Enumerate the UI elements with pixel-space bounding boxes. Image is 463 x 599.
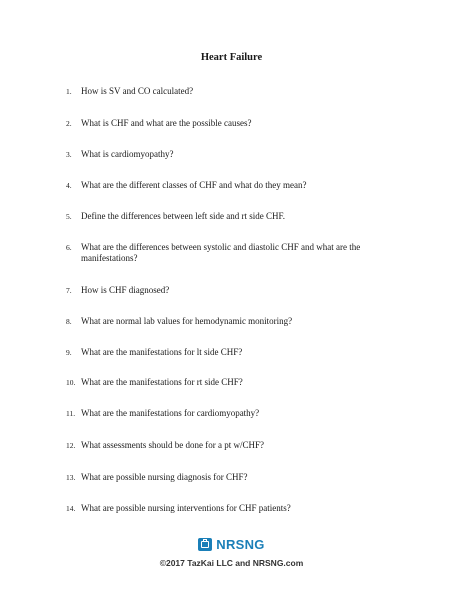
medical-bag-icon	[198, 538, 212, 551]
question-number: 1.	[66, 87, 72, 96]
question-number: 8.	[66, 317, 72, 326]
question-number: 10.	[66, 378, 76, 387]
question-text: Define the differences between left side and rt side CHF.	[81, 211, 286, 221]
question-number: 11.	[66, 409, 76, 418]
copyright-text: ©2017 TazKai LLC and NRSNG.com	[159, 558, 304, 568]
question-text: What are the manifestations for cardiomyopathy?	[81, 408, 260, 418]
question-number: 5.	[66, 212, 72, 221]
question-number: 3.	[66, 150, 72, 159]
question-number: 4.	[66, 181, 72, 190]
question-text: What are normal lab values for hemodynamic monitoring?	[81, 316, 293, 326]
question-number: 7.	[66, 286, 72, 295]
footer-logo	[0, 537, 463, 552]
brand-name: NRSNG	[216, 537, 265, 552]
question-number: 14.	[66, 504, 76, 513]
question-text: What are the different classes of CHF and what do they mean?	[81, 180, 307, 190]
question-number: 12.	[66, 441, 76, 450]
question-text: What is cardiomyopathy?	[81, 149, 174, 159]
question-text: What are the differences between systolic and diastolic CHF and what are the manifestations?	[81, 242, 361, 263]
question-number: 2.	[66, 119, 72, 128]
question-number: 13.	[66, 473, 76, 482]
question-text: How is SV and CO calculated?	[81, 86, 194, 96]
question-text: What are possible nursing interventions for CHF patients?	[81, 503, 291, 513]
question-text: What are possible nursing diagnosis for CHF?	[81, 472, 248, 482]
page-title: Heart Failure	[200, 52, 263, 63]
question-text: What assessments should be done for a pt w/CHF?	[81, 440, 264, 450]
question-text: How is CHF diagnosed?	[81, 285, 170, 295]
question-text: What are the manifestations for lt side CHF?	[81, 347, 243, 357]
question-text: What is CHF and what are the possible causes?	[81, 118, 252, 128]
question-number: 6.	[66, 243, 72, 252]
question-number: 9.	[66, 348, 72, 357]
question-text: What are the manifestations for rt side CHF?	[81, 377, 243, 387]
